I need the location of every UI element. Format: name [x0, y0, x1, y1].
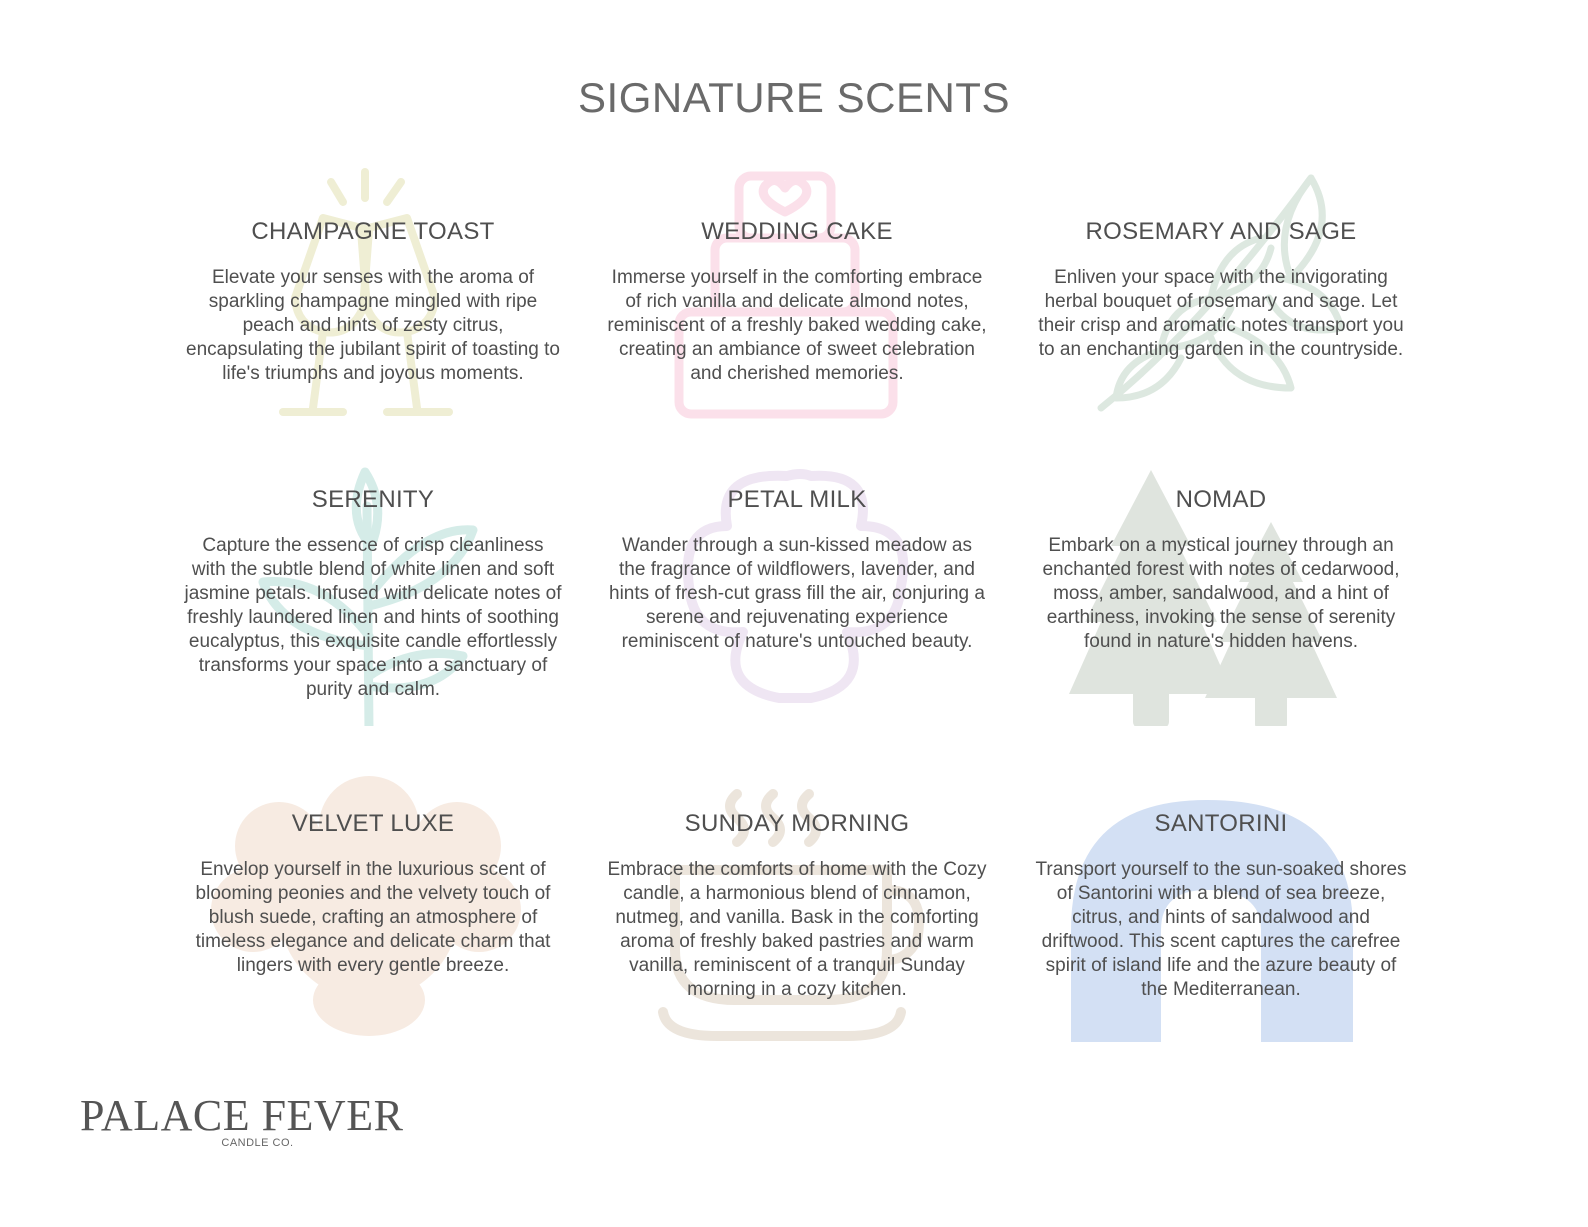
scent-title: PETAL MILK [727, 486, 867, 513]
scent-card-santorini [1021, 760, 1421, 1050]
scent-title: SANTORINI [1154, 810, 1288, 837]
scent-title: SUNDAY MORNING [684, 810, 910, 837]
scent-description: Envelop yourself in the luxurious scent of blooming peonies and the velvety touch of blush suede, crafting an atmosphere of timeless elegance and delicate charm that lingers with every gentle breeze. [195, 859, 551, 976]
scent-card-serenity [173, 436, 573, 726]
scent-description: Elevate your senses with the aroma of sparkling champagne mingled with ripe peach and hints of zesty citrus, encapsulating the jubilant spirit of toasting to life's triumphs and joyous moments. [186, 267, 560, 384]
scent-description: Wander through a sun-kissed meadow as the fragrance of wildflowers, lavender, and hints of fresh-cut grass fill the air, conjuring a serene and rejuvenating experience reminiscent of nature's untouched beauty. [609, 535, 985, 652]
scent-description: Enliven your space with the invigorating herbal bouquet of rosemary and sage. Let their crisp and aromatic notes transport you to an enchanting garden in the countryside. [1038, 267, 1404, 360]
scent-description: Capture the essence of crisp cleanliness with the subtle blend of white linen and soft jasmine petals. Infused with delicate notes of freshly laundered linen and hints of soothing eucalyptus, this exquisite candle effortlessly transforms your space into a sanctuary of purity and calm. [184, 535, 562, 700]
scent-title: WEDDING CAKE [701, 218, 893, 245]
scent-card-wedding-cake [597, 168, 997, 458]
scent-title: NOMAD [1175, 486, 1267, 513]
page-title: SIGNATURE SCENTS [578, 74, 1010, 121]
scent-title: CHAMPAGNE TOAST [251, 218, 495, 245]
scent-title: VELVET LUXE [291, 810, 455, 837]
scent-card-champagne-toast [173, 168, 573, 458]
brand-logo [80, 1093, 425, 1149]
scent-description: Embark on a mystical journey through an enchanted forest with notes of cedarwood, moss, amber, sandalwood, and a hint of earthiness, invoking the sense of serenity found in nature's hidden havens. [1042, 535, 1400, 652]
scent-card-rosemary-and-sage [1021, 168, 1421, 458]
scent-description: Immerse yourself in the comforting embrace of rich vanilla and delicate almond notes, reminiscent of a freshly baked wedding cake, creating an ambiance of sweet celebration and cherished memories. [607, 267, 987, 384]
scent-card-petal-milk [597, 436, 997, 726]
scent-card-nomad [1021, 436, 1421, 726]
scent-description: Embrace the comforts of home with the Cozy candle, a harmonious blend of cinnamon, nutmeg, and vanilla. Bask in the comforting aroma of freshly baked pastries and warm vanilla, reminiscent of a tranquil Sunday morning in a cozy kitchen. [607, 859, 987, 1000]
brand-name: PALACE FEVER [80, 1091, 404, 1140]
scent-card-velvet-luxe [173, 760, 573, 1050]
scent-title: ROSEMARY AND SAGE [1085, 218, 1357, 245]
scent-description: Transport yourself to the sun-soaked shores of Santorini with a blend of sea breeze, citrus, and hints of sandalwood and driftwood. This scent captures the carefree spirit of island life and the azure beauty of the Mediterranean. [1035, 859, 1407, 1000]
scent-card-sunday-morning [597, 760, 997, 1050]
brand-subtitle: CANDLE CO. [221, 1137, 294, 1149]
scent-title: SERENITY [311, 486, 435, 513]
